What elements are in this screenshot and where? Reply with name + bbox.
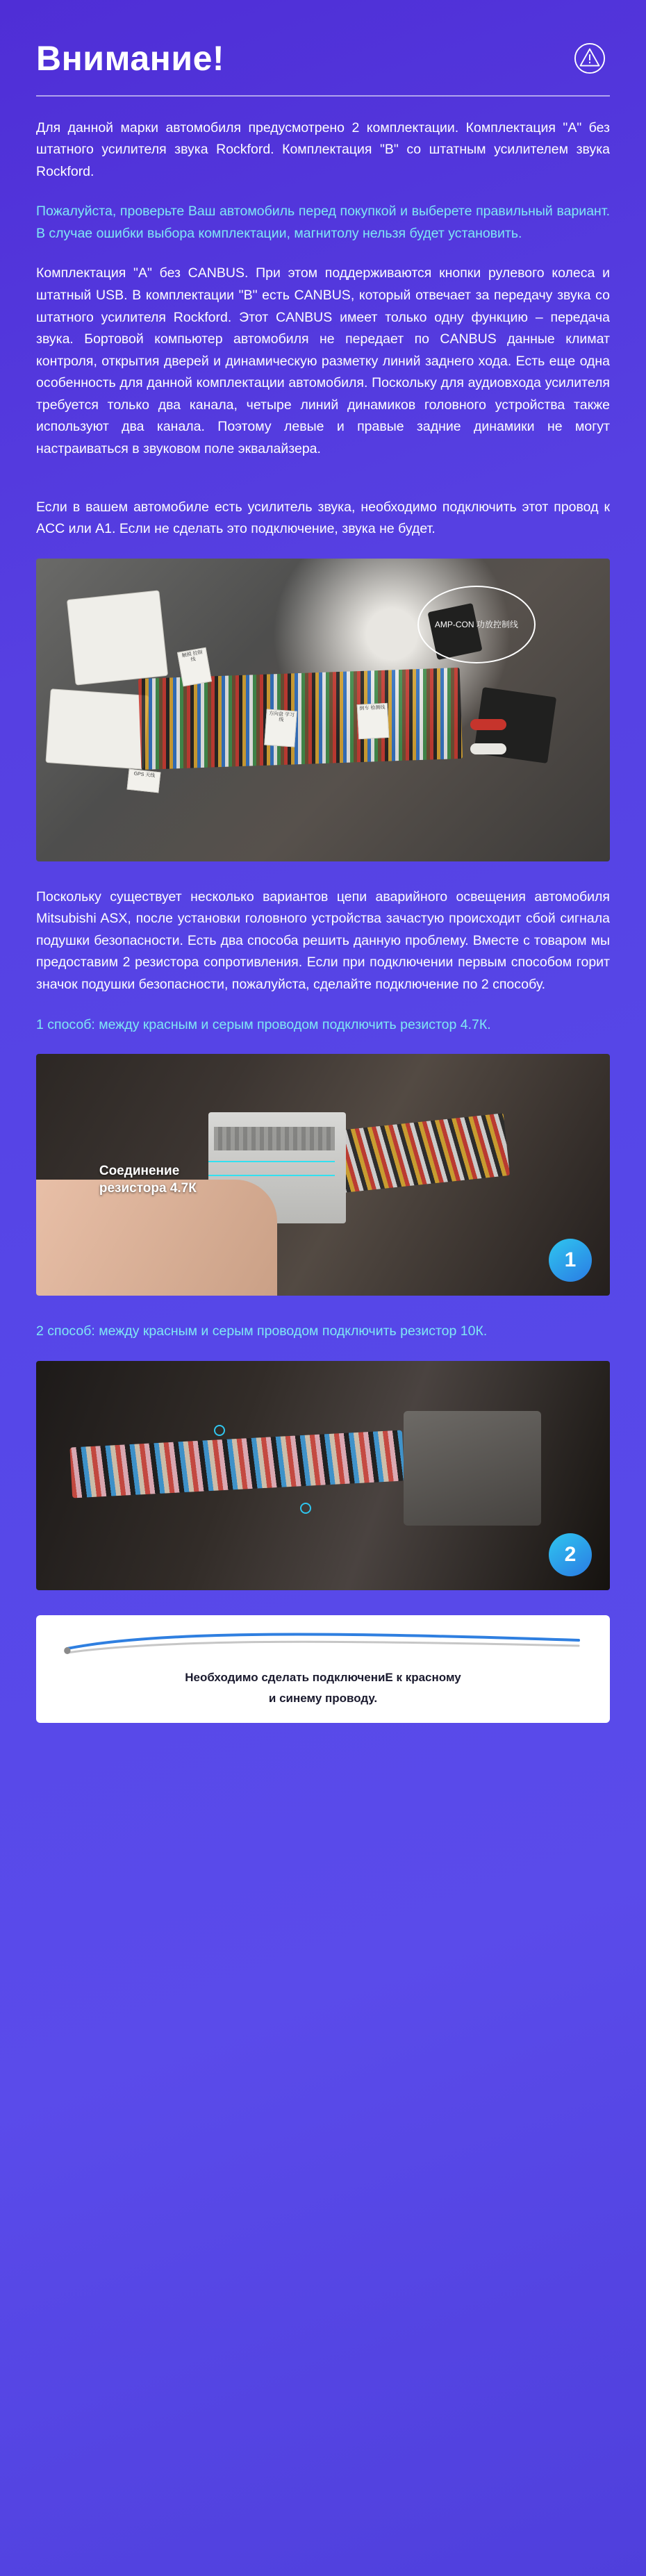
callout-text bbox=[99, 1163, 197, 1197]
bottom-note-line-1: Необходимо сделать подключениЕ к красному bbox=[185, 1670, 461, 1684]
warning-triangle-icon bbox=[574, 42, 606, 74]
wire-diagram-illustration bbox=[54, 1628, 592, 1665]
bottom-note-card bbox=[36, 1615, 610, 1723]
wire-tag: GPS 天线 bbox=[127, 769, 161, 793]
marker-dot bbox=[214, 1425, 225, 1436]
callout-line-1: Соединение bbox=[99, 1163, 180, 1178]
wire-bundle bbox=[69, 1430, 404, 1498]
wire-tag: 方向盘 学习线 bbox=[265, 709, 298, 747]
connector-white-b bbox=[45, 688, 149, 769]
paragraph-method-2: 2 способ: между красным и серым проводом подключить резистор 10К. bbox=[36, 1323, 488, 1339]
resistor-connection-photo-method-1 bbox=[36, 1054, 610, 1296]
spacer bbox=[36, 479, 610, 497]
connector-pin-rows bbox=[214, 1127, 334, 1151]
marker-dot bbox=[300, 1503, 311, 1514]
wire-tag: 触摸 控制线 bbox=[176, 647, 211, 686]
wiring-harness-photo bbox=[36, 559, 610, 861]
callout-lines bbox=[208, 1153, 335, 1192]
paragraph-package-options: Для данной марки автомобиля предусмотрено 2 комплектации. Комплектация "A" без штатного усилителя звука Rockford. Комплектация "B" со штатным усилителем звука Rockford. bbox=[36, 119, 610, 179]
callout-line bbox=[208, 1161, 335, 1162]
page-header bbox=[36, 0, 610, 95]
wire-bundle bbox=[331, 1113, 509, 1194]
wire-tag: 倒车 检测线 bbox=[356, 703, 389, 739]
paragraph-check-vehicle-warning: Пожалуйста, проверьте Ваш автомобиль перед покупкой и выберете правильный вариант. В случае ошибки выбора комплектации, магнитолу нельзя будет установить. bbox=[36, 204, 610, 241]
header-divider bbox=[36, 95, 610, 97]
connector-white-a bbox=[66, 590, 167, 685]
rca-plug-white bbox=[470, 743, 506, 754]
hand bbox=[36, 1180, 277, 1296]
paragraph-method-1: 1 способ: между красным и серым проводом подключить резистор 4.7К. bbox=[36, 1016, 491, 1032]
paragraph-amplifier-connection: Если в вашем автомобиле есть усилитель звука, необходимо подключить этот провод к ACC или A1. Если не сделать это подключение, звука не будет. bbox=[36, 499, 610, 537]
bottom-note-line-2: и синему проводу. bbox=[268, 1692, 378, 1706]
paragraph-airbag-issue: Поскольку существует несколько вариантов цепи аварийного освещения автомобиля Mitsubishi ASX, после установки головного устройства зачастую происходит сбой сигнала подушки безопасности. Есть два способа решить данную проблему. Вместе с товаром мы предоставим 2 резистора сопротивления. Если при подключении первым способом горит значок подушки безопасности, пожалуйста, сделайте подключение по 2 способу. bbox=[36, 889, 610, 993]
rca-plug-red bbox=[470, 719, 506, 730]
connector-plug bbox=[404, 1411, 541, 1526]
step-badge-2: 2 bbox=[549, 1533, 592, 1576]
resistor-connection-photo-method-2 bbox=[36, 1361, 610, 1590]
paragraph-canbus-details: Комплектация "A" без CANBUS. При этом поддерживаются кнопки рулевого колеса и штатный USB. В комплектации "B" есть CANBUS, который отвечает за передачу звука со штатного усилителя Rockford. Этот CANBUS имеет только одну функцию – передача звука. Бортовой компьютер автомобиля не передает по CANBUS данные климат контроля, открытия дверей и динамическую разметку линий заднего хода. Есть еще одна особенность для данной комплектации автомобиля. Поскольку для аудиовхода усилителя требуется только два канала, четыре линий динамиков головного устройства также используют два канала. Поэтому левые и правые задние динамики не могут настраиваться в звуковом поле эквалайзера. bbox=[36, 265, 610, 457]
callout-line bbox=[208, 1175, 335, 1176]
callout-line-2: резистора 4.7К bbox=[99, 1180, 197, 1196]
step-badge-1: 1 bbox=[549, 1239, 592, 1282]
amp-con-label: AMP-CON 功放控制线 bbox=[434, 619, 518, 629]
page-title: Внимание! bbox=[36, 39, 225, 78]
